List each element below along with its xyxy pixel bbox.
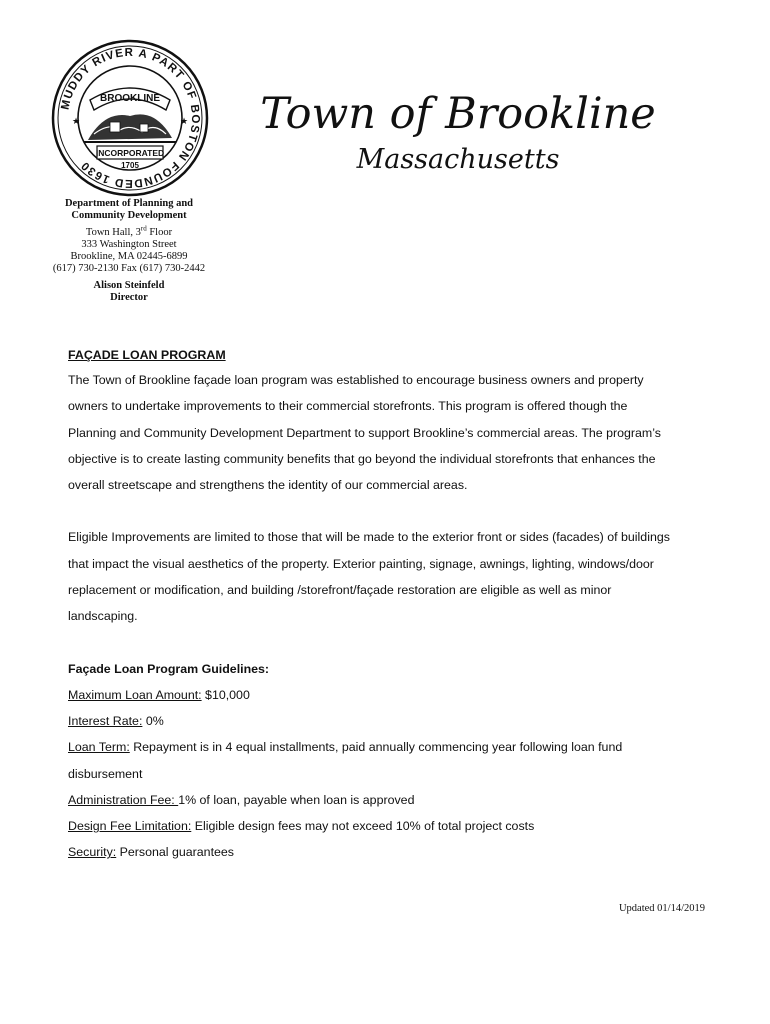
address-line-2: 333 Washington Street bbox=[81, 239, 177, 250]
paragraph-line: that impact the visual aesthetics of the property. Exterior painting, signage, awnings, lighting, windows/door bbox=[68, 556, 654, 571]
guideline-value: disbursement bbox=[68, 766, 143, 781]
guideline-interest-rate bbox=[68, 708, 708, 734]
town-seal-graphic bbox=[50, 38, 210, 198]
guideline-value: 1% of loan, payable when loan is approved bbox=[178, 792, 415, 807]
department-letterhead bbox=[44, 198, 214, 304]
guideline-value: $10,000 bbox=[201, 687, 250, 702]
guideline-value: Personal guarantees bbox=[116, 845, 234, 860]
director-title: Director bbox=[110, 292, 148, 303]
address-line-1: Town Hall, 3rd Floor bbox=[85, 224, 173, 238]
svg-text:★: ★ bbox=[180, 116, 189, 126]
paragraph-line: landscaping. bbox=[68, 609, 138, 624]
page-title: Town of Brookline bbox=[260, 89, 656, 139]
paragraph-line: The Town of Brookline façade loan program was established to encourage business owners and property bbox=[68, 373, 644, 387]
guideline-label: Administration Fee: bbox=[68, 792, 179, 807]
guideline-label: Maximum Loan Amount: bbox=[68, 687, 202, 702]
guideline-security bbox=[68, 839, 708, 865]
guideline-loan-term-continued bbox=[68, 761, 708, 787]
eligible-improvements-paragraph bbox=[68, 524, 708, 629]
guideline-label: Security: bbox=[68, 845, 117, 860]
program-heading: FAÇADE LOAN PROGRAM bbox=[68, 348, 226, 362]
guideline-value: Eligible design fees may not exceed 10% of total project costs bbox=[191, 819, 535, 834]
guideline-max-loan bbox=[68, 682, 708, 708]
guideline-value: 0% bbox=[142, 713, 164, 728]
paragraph-line: objective is to create lasting community benefits that go beyond the individual storefronts that enhances the bbox=[68, 451, 656, 466]
seal-banner-text: BROOKLINE bbox=[100, 93, 160, 104]
program-intro-paragraph bbox=[68, 367, 708, 498]
guideline-label: Interest Rate: bbox=[68, 713, 143, 728]
guideline-admin-fee bbox=[68, 787, 708, 813]
guideline-label: Design Fee Limitation: bbox=[68, 819, 192, 834]
address-line-3: Brookline, MA 02445-6899 bbox=[70, 251, 188, 262]
dept-name-line2: Community Development bbox=[71, 210, 187, 221]
seal-incorporated-label: INCORPORATED bbox=[95, 148, 165, 158]
svg-text:★: ★ bbox=[72, 116, 81, 126]
paragraph-line: Eligible Improvements are limited to those that will be made to the exterior front or sides (facades) of buildings bbox=[68, 530, 670, 545]
paragraph-line: overall streetscape and strengthens the identity of our commercial areas. bbox=[68, 478, 468, 493]
town-seal bbox=[50, 38, 210, 198]
guidelines-title: Façade Loan Program Guidelines: bbox=[68, 661, 270, 676]
seal-incorporated-year: 1705 bbox=[121, 161, 139, 170]
dept-name-line1: Department of Planning and bbox=[64, 198, 194, 209]
guideline-design-fee bbox=[68, 813, 708, 839]
guideline-label: Loan Term: bbox=[68, 740, 130, 755]
guideline-loan-term bbox=[68, 734, 708, 760]
guidelines-list bbox=[68, 682, 708, 866]
page-subtitle: Massachusetts bbox=[356, 144, 560, 175]
paragraph-line: replacement or modification, and building /storefront/façade restoration are eligible as well as minor bbox=[68, 583, 612, 598]
updated-date: Updated 01/14/2019 bbox=[618, 903, 705, 914]
guideline-value: Repayment is in 4 equal installments, paid annually commencing year following loan fund bbox=[129, 740, 623, 755]
document-body bbox=[68, 343, 708, 866]
paragraph-line: Planning and Community Development Department to support Brookline’s commercial areas. The program’s bbox=[68, 425, 661, 440]
phone-fax-line: (617) 730-2130 Fax (617) 730-2442 bbox=[52, 263, 206, 274]
seal-outer-text: MUDDY RIVER A PART OF BOSTON FOUNDED 1630 bbox=[59, 46, 202, 190]
director-name: Alison Steinfeld bbox=[93, 280, 165, 291]
paragraph-line: owners to undertake improvements to their commercial storefronts. This program is offered though the bbox=[68, 399, 628, 414]
